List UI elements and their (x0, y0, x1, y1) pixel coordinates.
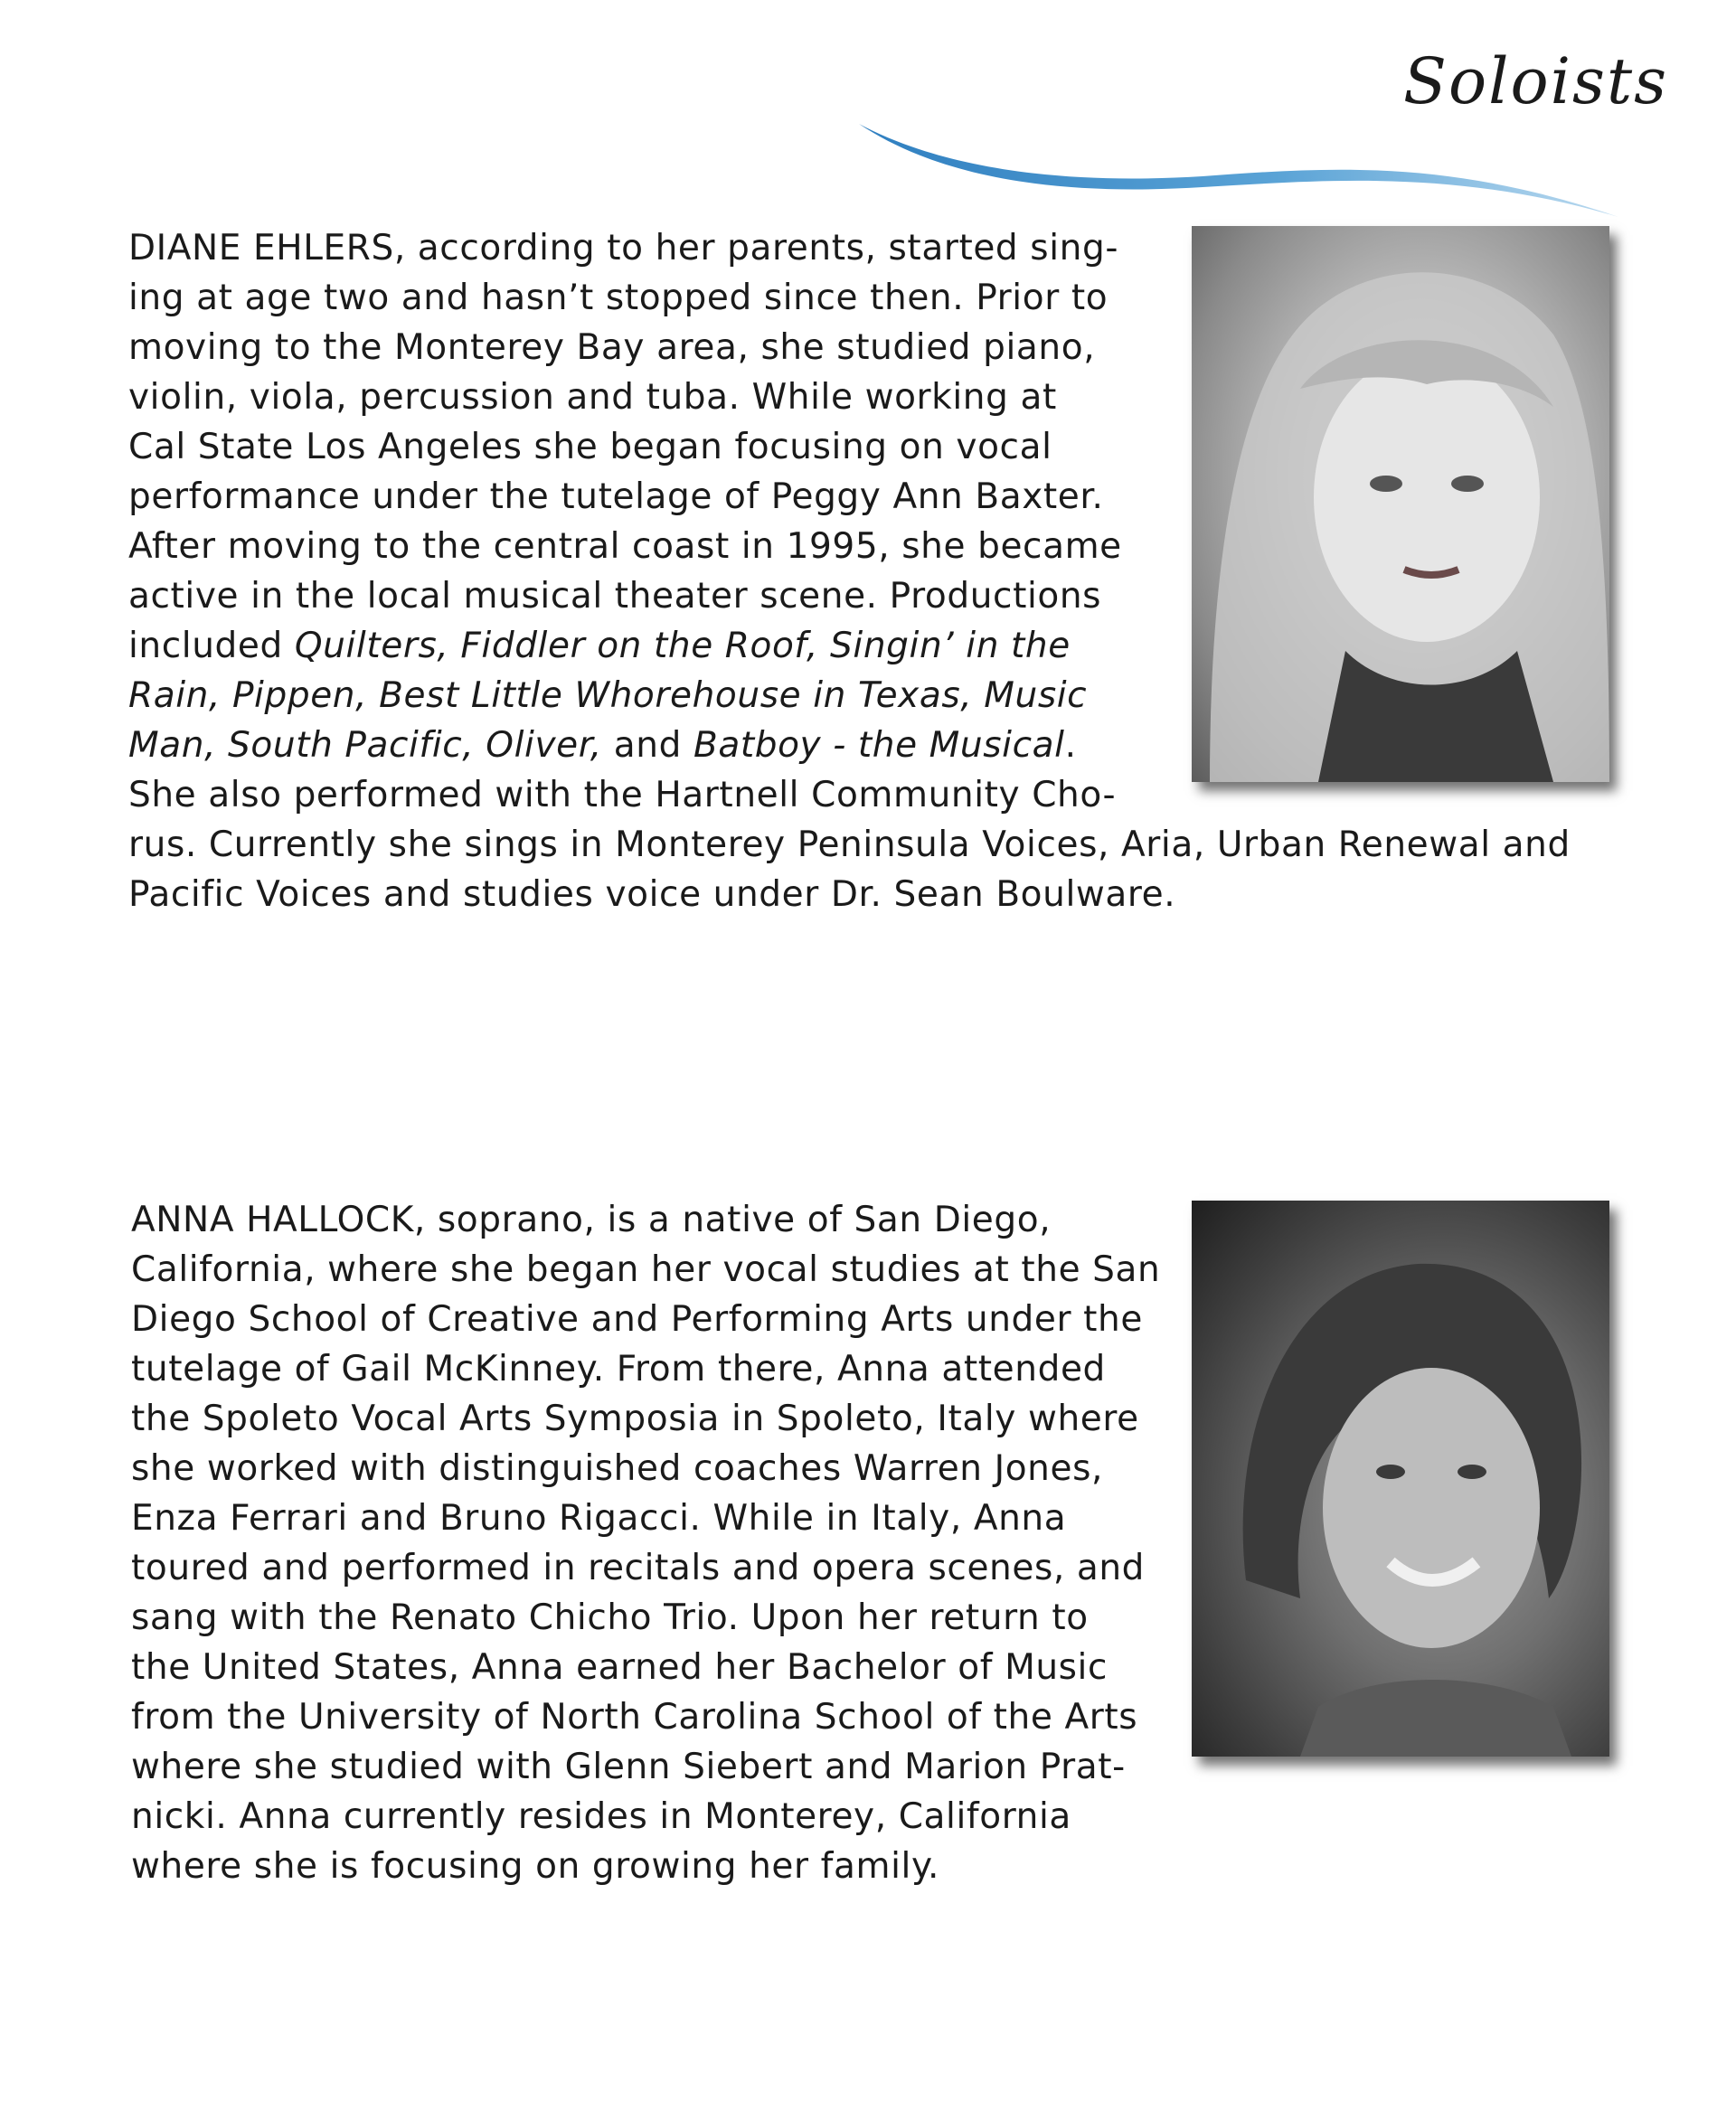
bio-line (131, 1692, 1160, 1742)
bio-text-segment: California, where she began her vocal studies at the San (131, 1249, 1161, 1290)
bio-text-segment: tutelage of Gail McKinney. From there, Anna attended (131, 1349, 1106, 1390)
bio-text-segment: Pacific Voices and studies voice under Dr. Sean Boulware. (128, 874, 1176, 915)
bio-line (131, 1344, 1160, 1394)
bio-text-segment: the United States, Anna earned her Bachelor of Music (131, 1647, 1109, 1688)
bio-line (131, 1493, 1160, 1543)
bio-title-italic: Batboy - the Musical (693, 725, 1065, 766)
bio-text-segment: rus. Currently she sings in Monterey Peninsula Voices, Aria, Urban Renewal and (128, 824, 1571, 865)
bio-text-segment: from the University of North Carolina School of the Arts (131, 1697, 1138, 1738)
bio-line (128, 820, 1571, 870)
bio-text-segment: active in the local musical theater scene. Productions (128, 576, 1102, 617)
bio-text-segment: After moving to the central coast in 1995, she became (128, 526, 1122, 567)
bio-text-segment: moving to the Monterey Bay area, she studied piano, (128, 327, 1096, 368)
page-title: Soloists (1403, 44, 1668, 118)
bio-line (131, 1245, 1160, 1295)
bio-text-segment: . (1064, 725, 1077, 766)
bio-title-italic: Quilters, Fiddler on the Roof, Singin’ in the (294, 626, 1071, 666)
bio-text-segment: included (128, 626, 295, 666)
bio-line (131, 1842, 1160, 1891)
bio-text-segment: she worked with distinguished coaches Warren Jones, (131, 1448, 1104, 1489)
bio-text-segment: Cal State Los Angeles she began focusing on vocal (128, 427, 1052, 467)
bio-text-segment: toured and performed in recitals and opera scenes, and (131, 1548, 1146, 1588)
bio-line (131, 1295, 1160, 1344)
bio-line (131, 1593, 1160, 1643)
decorative-swoosh (859, 113, 1618, 231)
bio-text-segment: violin, viola, percussion and tuba. While working at (128, 377, 1057, 418)
bio-line (131, 1543, 1160, 1593)
bio-text-segment: performance under the tutelage of Peggy Ann Baxter. (128, 476, 1104, 517)
bio-text-segment: DIANE EHLERS, according to her parents, started sing- (128, 228, 1118, 269)
bio-line (131, 1792, 1160, 1842)
bio-text-segment: Diego School of Creative and Performing Arts under the (131, 1299, 1143, 1340)
bio-text-segment: Enza Ferrari and Bruno Rigacci. While in Italy, Anna (131, 1498, 1067, 1539)
bio-title-italic: Man, South Pacific, Oliver, (128, 725, 602, 766)
bio-text-segment: where she studied with Glenn Siebert and Marion Prat- (131, 1747, 1126, 1787)
bio-text-segment: sang with the Renato Chicho Trio. Upon her return to (131, 1597, 1089, 1638)
bio-text-segment: and (601, 725, 693, 766)
bio-text-segment: ANNA HALLOCK, soprano, is a native of San Diego, (131, 1200, 1052, 1240)
soloist-bio-anna-hallock (131, 1195, 1160, 1891)
bio-text-segment: ing at age two and hasn’t stopped since then. Prior to (128, 278, 1109, 318)
portrait-photo-icon (1192, 226, 1609, 782)
bio-line (131, 1643, 1160, 1692)
bio-title-italic: Rain, Pippen, Best Little Whorehouse in Texas, Music (128, 675, 1088, 716)
portrait-photo-icon (1192, 1201, 1609, 1757)
bio-line (131, 1394, 1160, 1444)
bio-text-segment: the Spoleto Vocal Arts Symposia in Spoleto, Italy where (131, 1399, 1139, 1439)
bio-line (131, 1195, 1160, 1245)
bio-line (128, 870, 1571, 919)
bio-line (131, 1742, 1160, 1792)
bio-line (131, 1444, 1160, 1493)
bio-text-segment: nicki. Anna currently resides in Monterey, California (131, 1796, 1071, 1837)
bio-text-segment: She also performed with the Hartnell Community Cho- (128, 775, 1117, 815)
bio-text-segment: where she is focusing on growing her family. (131, 1846, 940, 1887)
